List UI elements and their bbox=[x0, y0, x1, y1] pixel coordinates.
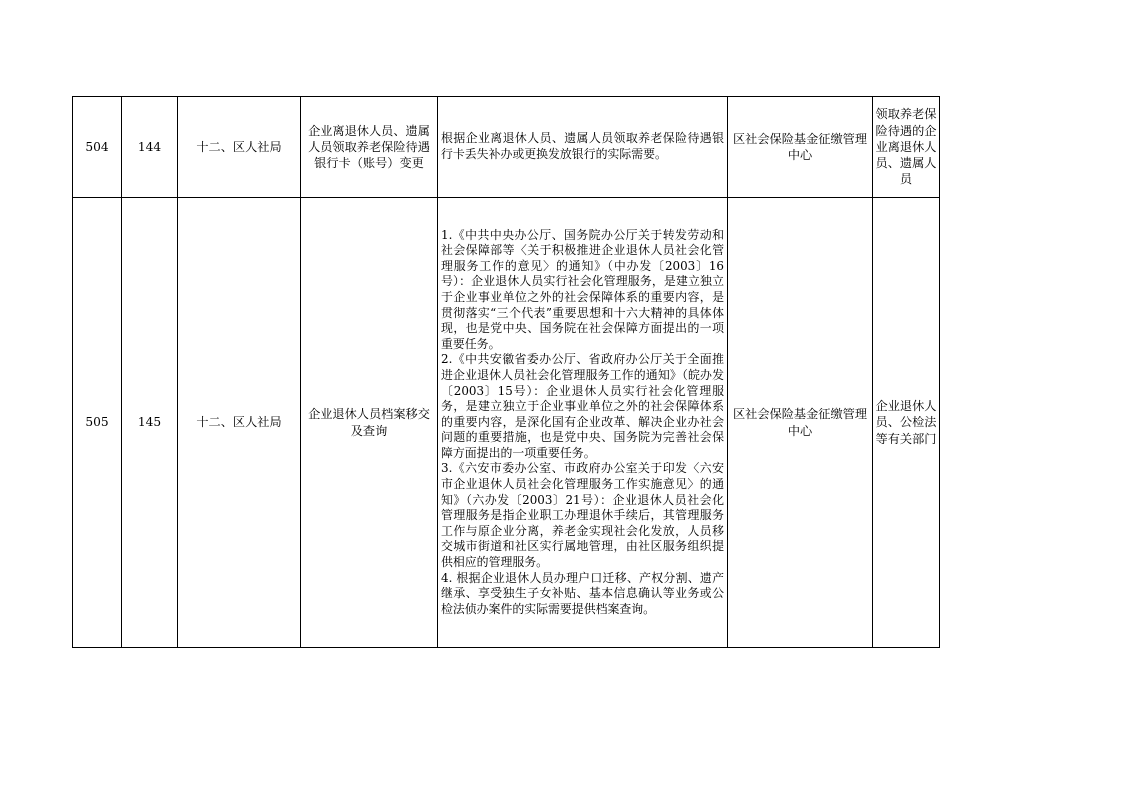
basis-cell bbox=[438, 97, 728, 198]
basis-paragraph: 2.《中共安徽省委办公厅、省政府办公厅关于全面推进企业退休人员社会化管理服务工作的通知》（皖办发〔2003〕15号）：企业退休人员实行社会化管理服务，是建立独立于企业事业单位之外的社会保障体系的重要内容，是深化国有企业改革、解决企业办社会问题的重要措施，也是党中央、国务院为完善社会保障方面提出的一项重要任务。 bbox=[441, 352, 724, 460]
item-name-cell: 企业离退休人员、遗属人员领取养老保险待遇银行卡（账号）变更 bbox=[301, 97, 438, 198]
agency-cell: 区社会保险基金征缴管理中心 bbox=[728, 198, 873, 648]
basis-paragraph: 3.《六安市委办公室、市政府办公室关于印发〈六安市企业退休人员社会化管理服务工作实施意见〉的通知》（六办发〔2003〕21号）：企业退休人员社会化管理服务是指企业职工办理退休手续后，其管理服务工作与原企业分离，养老金实现社会化发放，人员移交城市街道和社区实行属地管理，由社区服务组织提供相应的管理服务。 bbox=[441, 461, 724, 570]
basis-paragraph: 根据企业离退休人员、遗属人员领取养老保险待遇银行卡丢失补办或更换发放银行的实际需要。 bbox=[441, 131, 724, 161]
seq-cell: 504 bbox=[73, 97, 122, 198]
target-cell: 企业退休人员、公检法等有关部门 bbox=[873, 198, 940, 648]
table-row bbox=[73, 198, 940, 648]
service-items-table bbox=[72, 96, 940, 648]
item-no-cell: 144 bbox=[122, 97, 178, 198]
item-no-cell: 145 bbox=[122, 198, 178, 648]
department-cell: 十二、区人社局 bbox=[178, 198, 301, 648]
department-cell: 十二、区人社局 bbox=[178, 97, 301, 198]
agency-cell: 区社会保险基金征缴管理中心 bbox=[728, 97, 873, 198]
basis-paragraph: 1.《中共中央办公厅、国务院办公厅关于转发劳动和社会保障部等〈关于积极推进企业退休人员社会化管理服务工作的意见〉的通知》（中办发〔2003〕16号）：企业退休人员实行社会化管理服务，是建立独立于企业事业单位之外的社会保障体系的重要内容，是贯彻落实“三个代表”重要思想和十六大精神的具体体现，也是党中央、国务院在社会保障方面提出的一项重要任务。 bbox=[441, 227, 724, 351]
target-cell: 领取养老保险待遇的企业离退休人员、遗属人员 bbox=[873, 97, 940, 198]
basis-paragraph: 4. 根据企业退休人员办理户口迁移、产权分割、遗产继承、享受独生子女补贴、基本信息确认等业务或公检法侦办案件的实际需要提供档案查询。 bbox=[441, 570, 724, 616]
table-row bbox=[73, 97, 940, 198]
seq-cell: 505 bbox=[73, 198, 122, 648]
basis-cell bbox=[438, 198, 728, 648]
item-name-cell: 企业退休人员档案移交及查询 bbox=[301, 198, 438, 648]
